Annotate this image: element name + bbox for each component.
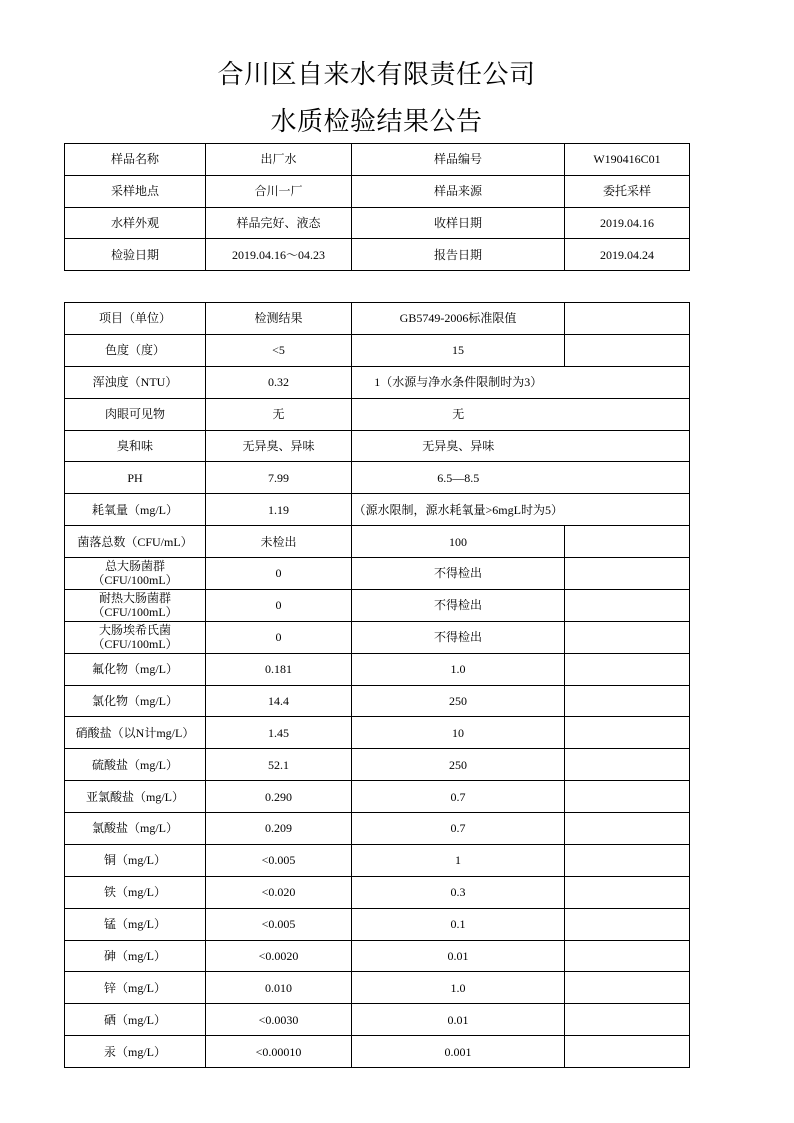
result-value-text: 无 [272, 407, 285, 422]
info-row [65, 144, 690, 176]
item-name-text: PH [127, 470, 143, 485]
standard-limit [352, 430, 565, 462]
item-name-text: 硝酸盐（以N计mg/L） [75, 725, 195, 740]
info-label [65, 144, 206, 176]
info-label [65, 175, 206, 207]
result-value [206, 972, 352, 1004]
item-name [65, 813, 206, 845]
result-value-text: 14.4 [268, 693, 289, 708]
standard-limit-text: 0.001 [444, 1044, 472, 1059]
item-name-text: 氯酸盐（mg/L） [92, 821, 178, 836]
standard-limit [352, 653, 565, 685]
result-value [206, 781, 352, 813]
item-name [65, 940, 206, 972]
result-value-text: 0.181 [265, 662, 292, 677]
result-value-text: 7.99 [268, 470, 289, 485]
item-name-text: 氟化物（mg/L） [92, 662, 178, 677]
results-header-cell-text: GB5749-2006标准限值 [399, 311, 517, 326]
item-name-text: 硫酸盐（mg/L） [92, 757, 178, 772]
remark-header-cell [565, 303, 690, 335]
item-name [65, 558, 206, 590]
info-row [65, 207, 690, 239]
result-value [206, 876, 352, 908]
standard-limit [352, 526, 565, 558]
standard-limit [352, 844, 565, 876]
result-row [65, 908, 690, 940]
result-row [65, 813, 690, 845]
result-value [206, 813, 352, 845]
info-value [565, 207, 690, 239]
info-value-text: 样品完好、液态 [236, 215, 321, 230]
item-name-text: 铜（mg/L） [104, 853, 166, 868]
item-name-text: 亚氯酸盐（mg/L） [86, 789, 184, 804]
standard-limit [352, 366, 565, 398]
results-table [64, 302, 690, 1068]
result-row [65, 366, 690, 398]
result-value [206, 494, 352, 526]
standard-limit [352, 972, 565, 1004]
standard-limit-text: 1 [455, 853, 461, 868]
remark-cell [565, 685, 690, 717]
item-name [65, 972, 206, 1004]
standard-limit [352, 876, 565, 908]
result-row [65, 1004, 690, 1036]
item-name [65, 685, 206, 717]
info-value-text: 合川一厂 [254, 184, 303, 199]
remark-cell [565, 462, 690, 494]
remark-cell [565, 813, 690, 845]
result-value [206, 908, 352, 940]
result-row [65, 462, 690, 494]
remark-cell [565, 558, 690, 590]
standard-limit-text: 无 [452, 407, 465, 422]
result-row [65, 558, 690, 590]
item-name-text: 色度（度） [104, 343, 165, 358]
result-row [65, 398, 690, 430]
result-value [206, 589, 352, 621]
result-value [206, 526, 352, 558]
result-value-text: <0.00010 [255, 1044, 302, 1059]
standard-limit [352, 589, 565, 621]
standard-limit [352, 334, 565, 366]
standard-limit-text: 250 [449, 693, 467, 708]
results-header-row [65, 303, 690, 335]
item-name-text: 总大肠菌群 [104, 559, 165, 574]
standard-limit-text: 不得检出 [433, 566, 482, 581]
result-row [65, 749, 690, 781]
info-value-text: 委托采样 [602, 184, 651, 199]
standard-limit [352, 908, 565, 940]
result-value [206, 749, 352, 781]
item-name [65, 621, 206, 653]
info-value [565, 239, 690, 271]
result-value-text: 0.209 [265, 821, 292, 836]
standard-limit-text: 无异臭、异味 [422, 438, 495, 453]
result-value-text: 0.32 [268, 375, 289, 390]
remark-cell [565, 781, 690, 813]
result-row [65, 621, 690, 653]
standard-limit [352, 1036, 565, 1068]
info-value [565, 144, 690, 176]
result-value-text: 0 [275, 630, 282, 645]
result-row [65, 1036, 690, 1068]
standard-limit-text: （源水限制，源水耗氧量>6mgL时为5） [353, 502, 563, 517]
standard-limit [352, 717, 565, 749]
info-value [206, 144, 352, 176]
report-title: 水质检验结果公告 [270, 107, 483, 136]
result-value-text: 无异臭、异味 [242, 438, 315, 453]
remark-cell [565, 844, 690, 876]
standard-limit [352, 558, 565, 590]
standard-limit-text: 1.0 [450, 980, 466, 995]
result-row [65, 494, 690, 526]
info-label [352, 175, 565, 207]
result-row [65, 526, 690, 558]
result-value [206, 621, 352, 653]
item-name [65, 526, 206, 558]
item-name-text: 锌（mg/L） [104, 980, 166, 995]
info-row [65, 239, 690, 271]
result-row [65, 972, 690, 1004]
standard-limit-text: 0.01 [447, 1012, 469, 1027]
info-label [65, 207, 206, 239]
standard-limit-text: 不得检出 [433, 598, 482, 613]
info-label [352, 144, 565, 176]
results-header-cell [206, 303, 352, 335]
standard-limit [352, 685, 565, 717]
result-value-text: <0.005 [261, 853, 296, 868]
item-name-text: （CFU/100mL） [92, 637, 178, 652]
standard-limit [352, 781, 565, 813]
info-value-text: 2019.04.16 [600, 215, 654, 230]
result-value-text: 0.290 [265, 789, 292, 804]
result-value [206, 1036, 352, 1068]
results-header-cell-text: 项目（单位） [98, 311, 171, 326]
standard-limit-text: 6.5—8.5 [437, 470, 480, 485]
item-name-text: 浑浊度（NTU） [92, 375, 178, 390]
result-value-text: 1.19 [268, 502, 289, 517]
item-name [65, 494, 206, 526]
standard-limit-text: 250 [449, 757, 467, 772]
remark-cell [565, 494, 690, 526]
info-label-text: 样品来源 [433, 184, 482, 199]
standard-limit [352, 494, 565, 526]
info-label [352, 239, 565, 271]
remark-cell [565, 653, 690, 685]
standard-limit-text: 0.1 [450, 917, 466, 932]
item-name-text: （CFU/100mL） [92, 573, 178, 588]
remark-cell [565, 334, 690, 366]
result-row [65, 430, 690, 462]
info-value-text: 出厂水 [260, 152, 297, 167]
result-value [206, 558, 352, 590]
result-value [206, 653, 352, 685]
item-name-text: （CFU/100mL） [92, 605, 178, 620]
info-label-text: 水样外观 [110, 215, 159, 230]
standard-limit [352, 813, 565, 845]
standard-limit [352, 940, 565, 972]
result-value-text: 0 [275, 598, 282, 613]
result-value-text: 0.010 [265, 980, 292, 995]
result-row [65, 653, 690, 685]
sample-info-table [64, 143, 690, 271]
remark-cell [565, 972, 690, 1004]
result-value-text: <0.0030 [258, 1012, 299, 1027]
item-name-text: 锰（mg/L） [104, 917, 166, 932]
item-name-text: 臭和味 [116, 438, 153, 453]
remark-cell [565, 526, 690, 558]
results-header-cell [352, 303, 565, 335]
info-label [65, 239, 206, 271]
info-value [206, 175, 352, 207]
remark-cell [565, 940, 690, 972]
item-name-text: 铁（mg/L） [104, 885, 166, 900]
item-name [65, 749, 206, 781]
sample-info-body [65, 144, 690, 271]
result-value-text: <5 [272, 343, 285, 358]
result-value [206, 940, 352, 972]
info-value-text: W190416C01 [593, 152, 661, 167]
item-name-text: 菌落总数（CFU/mL） [77, 534, 193, 549]
standard-limit-text: 1.0 [450, 662, 466, 677]
item-name [65, 366, 206, 398]
result-value [206, 717, 352, 749]
item-name [65, 398, 206, 430]
item-name [65, 462, 206, 494]
result-value [206, 430, 352, 462]
standard-limit [352, 749, 565, 781]
item-name-text: 肉眼可见物 [104, 407, 165, 422]
result-row [65, 685, 690, 717]
standard-limit-text: 0.7 [450, 821, 466, 836]
item-name-text: 氯化物（mg/L） [92, 693, 178, 708]
result-value [206, 462, 352, 494]
item-name [65, 717, 206, 749]
standard-limit-text: 不得检出 [433, 630, 482, 645]
results-header-cell [65, 303, 206, 335]
item-name [65, 589, 206, 621]
info-label-text: 样品编号 [433, 152, 482, 167]
standard-limit-text: 0.3 [450, 885, 466, 900]
info-label-text: 样品名称 [110, 152, 159, 167]
info-value-text: 2019.04.16～04.23 [231, 247, 325, 262]
result-value-text: <0.005 [261, 917, 296, 932]
item-name [65, 1004, 206, 1036]
result-row [65, 876, 690, 908]
remark-cell [565, 589, 690, 621]
remark-cell [565, 398, 690, 430]
result-value-text: 0 [275, 566, 282, 581]
results-body [65, 303, 690, 1068]
item-name [65, 908, 206, 940]
standard-limit [352, 621, 565, 653]
info-value [565, 175, 690, 207]
item-name [65, 334, 206, 366]
standard-limit-text: 0.7 [450, 789, 466, 804]
info-label [352, 207, 565, 239]
standard-limit [352, 398, 565, 430]
result-value [206, 1004, 352, 1036]
info-value [206, 207, 352, 239]
info-label-text: 检验日期 [110, 247, 159, 262]
result-value [206, 366, 352, 398]
result-value-text: 未检出 [260, 534, 297, 549]
item-name [65, 653, 206, 685]
item-name-text: 硒（mg/L） [104, 1012, 166, 1027]
results-header-cell-text: 检测结果 [254, 311, 303, 326]
item-name [65, 844, 206, 876]
item-name-text: 耐热大肠菌群 [98, 591, 171, 606]
standard-limit-text: 100 [449, 534, 467, 549]
standard-limit-text: 1（水源与净水条件限制时为3） [374, 375, 543, 390]
result-row [65, 334, 690, 366]
result-row [65, 589, 690, 621]
standard-limit-text: 0.01 [447, 948, 469, 963]
result-value [206, 685, 352, 717]
remark-cell [565, 749, 690, 781]
item-name [65, 876, 206, 908]
result-row [65, 781, 690, 813]
company-name: 合川区自来水有限责任公司 [217, 60, 536, 89]
standard-limit [352, 1004, 565, 1036]
remark-cell [565, 908, 690, 940]
result-value-text: <0.020 [261, 885, 296, 900]
item-name-text: 耗氧量（mg/L） [92, 502, 178, 517]
item-name-text: 大肠埃希氏菌 [98, 623, 171, 638]
remark-cell [565, 366, 690, 398]
item-name [65, 1036, 206, 1068]
remark-cell [565, 717, 690, 749]
remark-cell [565, 621, 690, 653]
result-value [206, 844, 352, 876]
item-name-text: 汞（mg/L） [104, 1044, 166, 1059]
remark-cell [565, 876, 690, 908]
standard-limit [352, 462, 565, 494]
remark-cell [565, 430, 690, 462]
standard-limit-text: 15 [452, 343, 464, 358]
info-label-text: 收样日期 [433, 215, 482, 230]
remark-cell [565, 1004, 690, 1036]
result-value-text: 1.45 [268, 725, 289, 740]
item-name [65, 430, 206, 462]
item-name-text: 砷（mg/L） [104, 948, 166, 963]
result-row [65, 940, 690, 972]
standard-limit-text: 10 [452, 725, 464, 740]
result-value [206, 334, 352, 366]
info-value [206, 239, 352, 271]
result-value [206, 398, 352, 430]
info-label-text: 采样地点 [110, 184, 159, 199]
info-label-text: 报告日期 [433, 247, 482, 262]
info-value-text: 2019.04.24 [600, 247, 654, 262]
remark-cell [565, 1036, 690, 1068]
info-row [65, 175, 690, 207]
item-name [65, 781, 206, 813]
result-value-text: 52.1 [268, 757, 289, 772]
result-row [65, 717, 690, 749]
result-value-text: <0.0020 [258, 948, 299, 963]
result-row [65, 844, 690, 876]
